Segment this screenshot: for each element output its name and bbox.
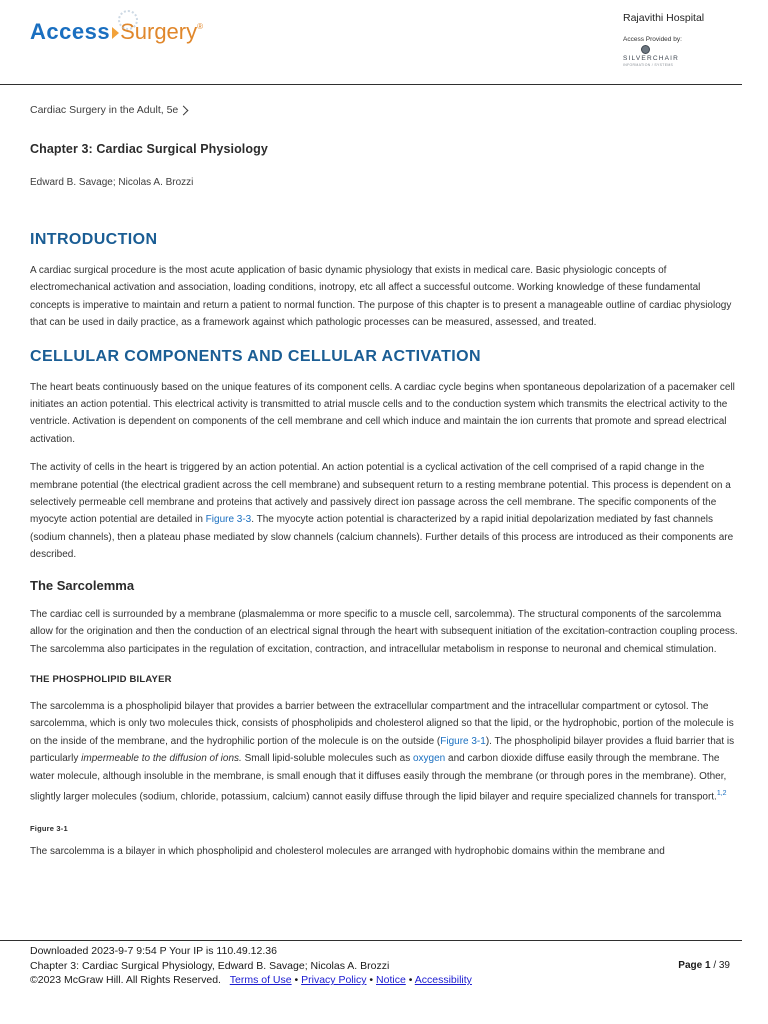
provider-subtitle: INFORMATION / SYSTEMS	[623, 63, 674, 67]
page-footer	[30, 944, 738, 988]
figure-3-3-link[interactable]: Figure 3-3	[205, 514, 252, 526]
page-number	[678, 960, 730, 971]
paragraph-text: . The myocyte action potential is characterized by a rapid initial depolarization mediated by fast channels (sodium channels), then a plateau phase mediated by slow channels (calcium channels). Further details of this process are introduced as their components are described.	[30, 514, 734, 561]
header-divider	[0, 84, 742, 85]
paragraph-introduction: A cardiac surgical procedure is the most acute application of basic dynamic physiology that exists in medical care. Basic physiologic concepts of electromechanical activation and association, loading conditions, inotropy, etc all affect a successful outcome. Working knowledge of these fundamental concepts is imperative to maintain and return a patient to normal function. The purpose of this chapter is to present a manageable outline of cardiac physiology that can be used in daily practice, as a framework against which pathologic processes can be measured, assessed, and treated.	[30, 265, 732, 329]
chapter-title: Chapter 3: Cardiac Surgical Physiology	[30, 142, 268, 156]
terms-of-use-link[interactable]: Terms of Use	[229, 974, 292, 986]
separator: •	[408, 974, 413, 986]
figure-label: Figure 3-1	[30, 823, 68, 833]
paragraph-text: and carbon dioxide diffuse easily through the membrane. The water molecule, although insoluble in the membrane, is small enough that it diffuses easily through the membrane (or through pores in the membrane). Other, slightly larger molecules (sodium, chloride, potassium, calcium) cannot easily diffuse through the lipid bilayer and require specialized channels for transport.	[30, 753, 727, 803]
privacy-policy-link[interactable]: Privacy Policy	[301, 974, 367, 986]
access-provided-label: Access Provided by:	[623, 36, 682, 43]
copyright: ©2023 McGraw Hill. All Rights Reserved.	[30, 974, 221, 986]
accesssurgery-logo[interactable]	[30, 12, 203, 52]
figure-caption: The sarcolemma is a bilayer in which phospholipid and cholesterol molecules are arranged with hydrophobic domains within the membrane and	[30, 845, 665, 857]
logo-surgery-text: Surgery	[120, 19, 198, 44]
figure-3-1-link[interactable]: Figure 3-1	[440, 735, 486, 747]
paragraph-cellular-1: The heart beats continuously based on the unique features of its component cells. A cardiac cycle begins when spontaneous depolarization of a pacemaker cell initiates an action potential. This electrical activity is transmitted to atrial muscle cells and to the conduction system which transmits the electrical activity to the ventricle. Activation is dependent on components of the cell membrane and cell which induce and maintain the ion currents that promote and spread electrical activation.	[30, 381, 735, 445]
provider-logo	[623, 45, 738, 67]
provider-name: SILVERCHAIR	[623, 55, 680, 62]
silverchair-icon	[641, 45, 650, 54]
breadcrumb-book-title[interactable]: Cardiac Surgery in the Adult, 5e	[30, 104, 179, 116]
section-heading-introduction: INTRODUCTION	[30, 231, 158, 248]
emphasis-text: impermeable to the diffusion of ions.	[81, 753, 242, 765]
page-current: Page 1	[678, 960, 711, 971]
footer-divider	[0, 940, 742, 941]
download-info: Downloaded 2023-9-7 9:54 P Your IP is 110.49.12.36	[30, 945, 277, 957]
paragraph-text: The sarcolemma is a phospholipid bilayer that provides a barrier between the extracellular compartment and the intracellular compartment or cytosol. The sarcolemma, which is only two molecules thick, consists of phospholipids and cholesterol aligned so that the lipid, or the hydrophobic, portion of the molecule is on the inside of the membrane, and the hydrophilic portion of the molecule is on the outside (	[30, 700, 734, 747]
logo-registered-mark: ®	[197, 22, 204, 31]
accessibility-link[interactable]: Accessibility	[414, 974, 472, 986]
minor-heading-bilayer: THE PHOSPHOLIPID BILAYER	[30, 673, 172, 685]
separator: •	[294, 974, 299, 986]
paragraph-sarcolemma: The cardiac cell is surrounded by a membrane (plasmalemma or more specific to a muscle cell, sarcolemma). The structural components of the sarcolemma allow for the origination and then the conduction of an electrical signal through the heart with subsequent initiation of the excitation-contraction coupling process. The sarcolemma also participates in the regulation of excitation, contraction, and intracellular metabolism in response to neuronal and chemical stimulation.	[30, 608, 738, 655]
paragraph-text: Small lipid-soluble molecules such as	[241, 753, 413, 765]
chevron-right-icon	[179, 105, 189, 115]
citation: Chapter 3: Cardiac Surgical Physiology, Edward B. Savage; Nicolas A. Brozzi	[30, 959, 390, 972]
separator: •	[369, 974, 374, 986]
footer-links-row	[30, 973, 738, 988]
paragraph-cellular-2	[30, 459, 738, 563]
oxygen-link[interactable]: oxygen	[412, 753, 446, 765]
notice-link[interactable]: Notice	[376, 974, 406, 986]
paragraph-bilayer	[30, 698, 738, 806]
logo-access-text: Access	[30, 19, 111, 44]
subsection-heading-sarcolemma: The Sarcolemma	[30, 577, 135, 593]
institution-block	[620, 12, 738, 67]
logo-arrow-icon	[112, 27, 119, 39]
logo-gear-icon	[118, 10, 138, 30]
reference-link[interactable]: 1,2	[716, 789, 727, 797]
paragraph-text: ). The phospholipid bilayer provides a fluid barrier that is particularly	[30, 735, 735, 765]
authors: Edward B. Savage; Nicolas A. Brozzi	[30, 177, 194, 188]
institution-name: Rajavithi Hospital	[623, 12, 705, 24]
breadcrumb[interactable]	[30, 100, 738, 120]
section-heading-cellular: CELLULAR COMPONENTS AND CELLULAR ACTIVATION	[30, 347, 481, 365]
article-content	[30, 100, 738, 860]
page-total: / 39	[713, 960, 730, 971]
paragraph-text: The activity of cells in the heart is triggered by an action potential. An action potential is a cyclical activation of the cell comprised of a rapid change in the membrane potential (the electrical gradient across the cell membrane) and subsequent return to a resting membrane potential. This process is dependent on a selectively permeable cell membrane and proteins that actively and passively direct ion passage across the cell membrane. The specific components of the myocyte action potential are detailed in	[30, 462, 731, 526]
